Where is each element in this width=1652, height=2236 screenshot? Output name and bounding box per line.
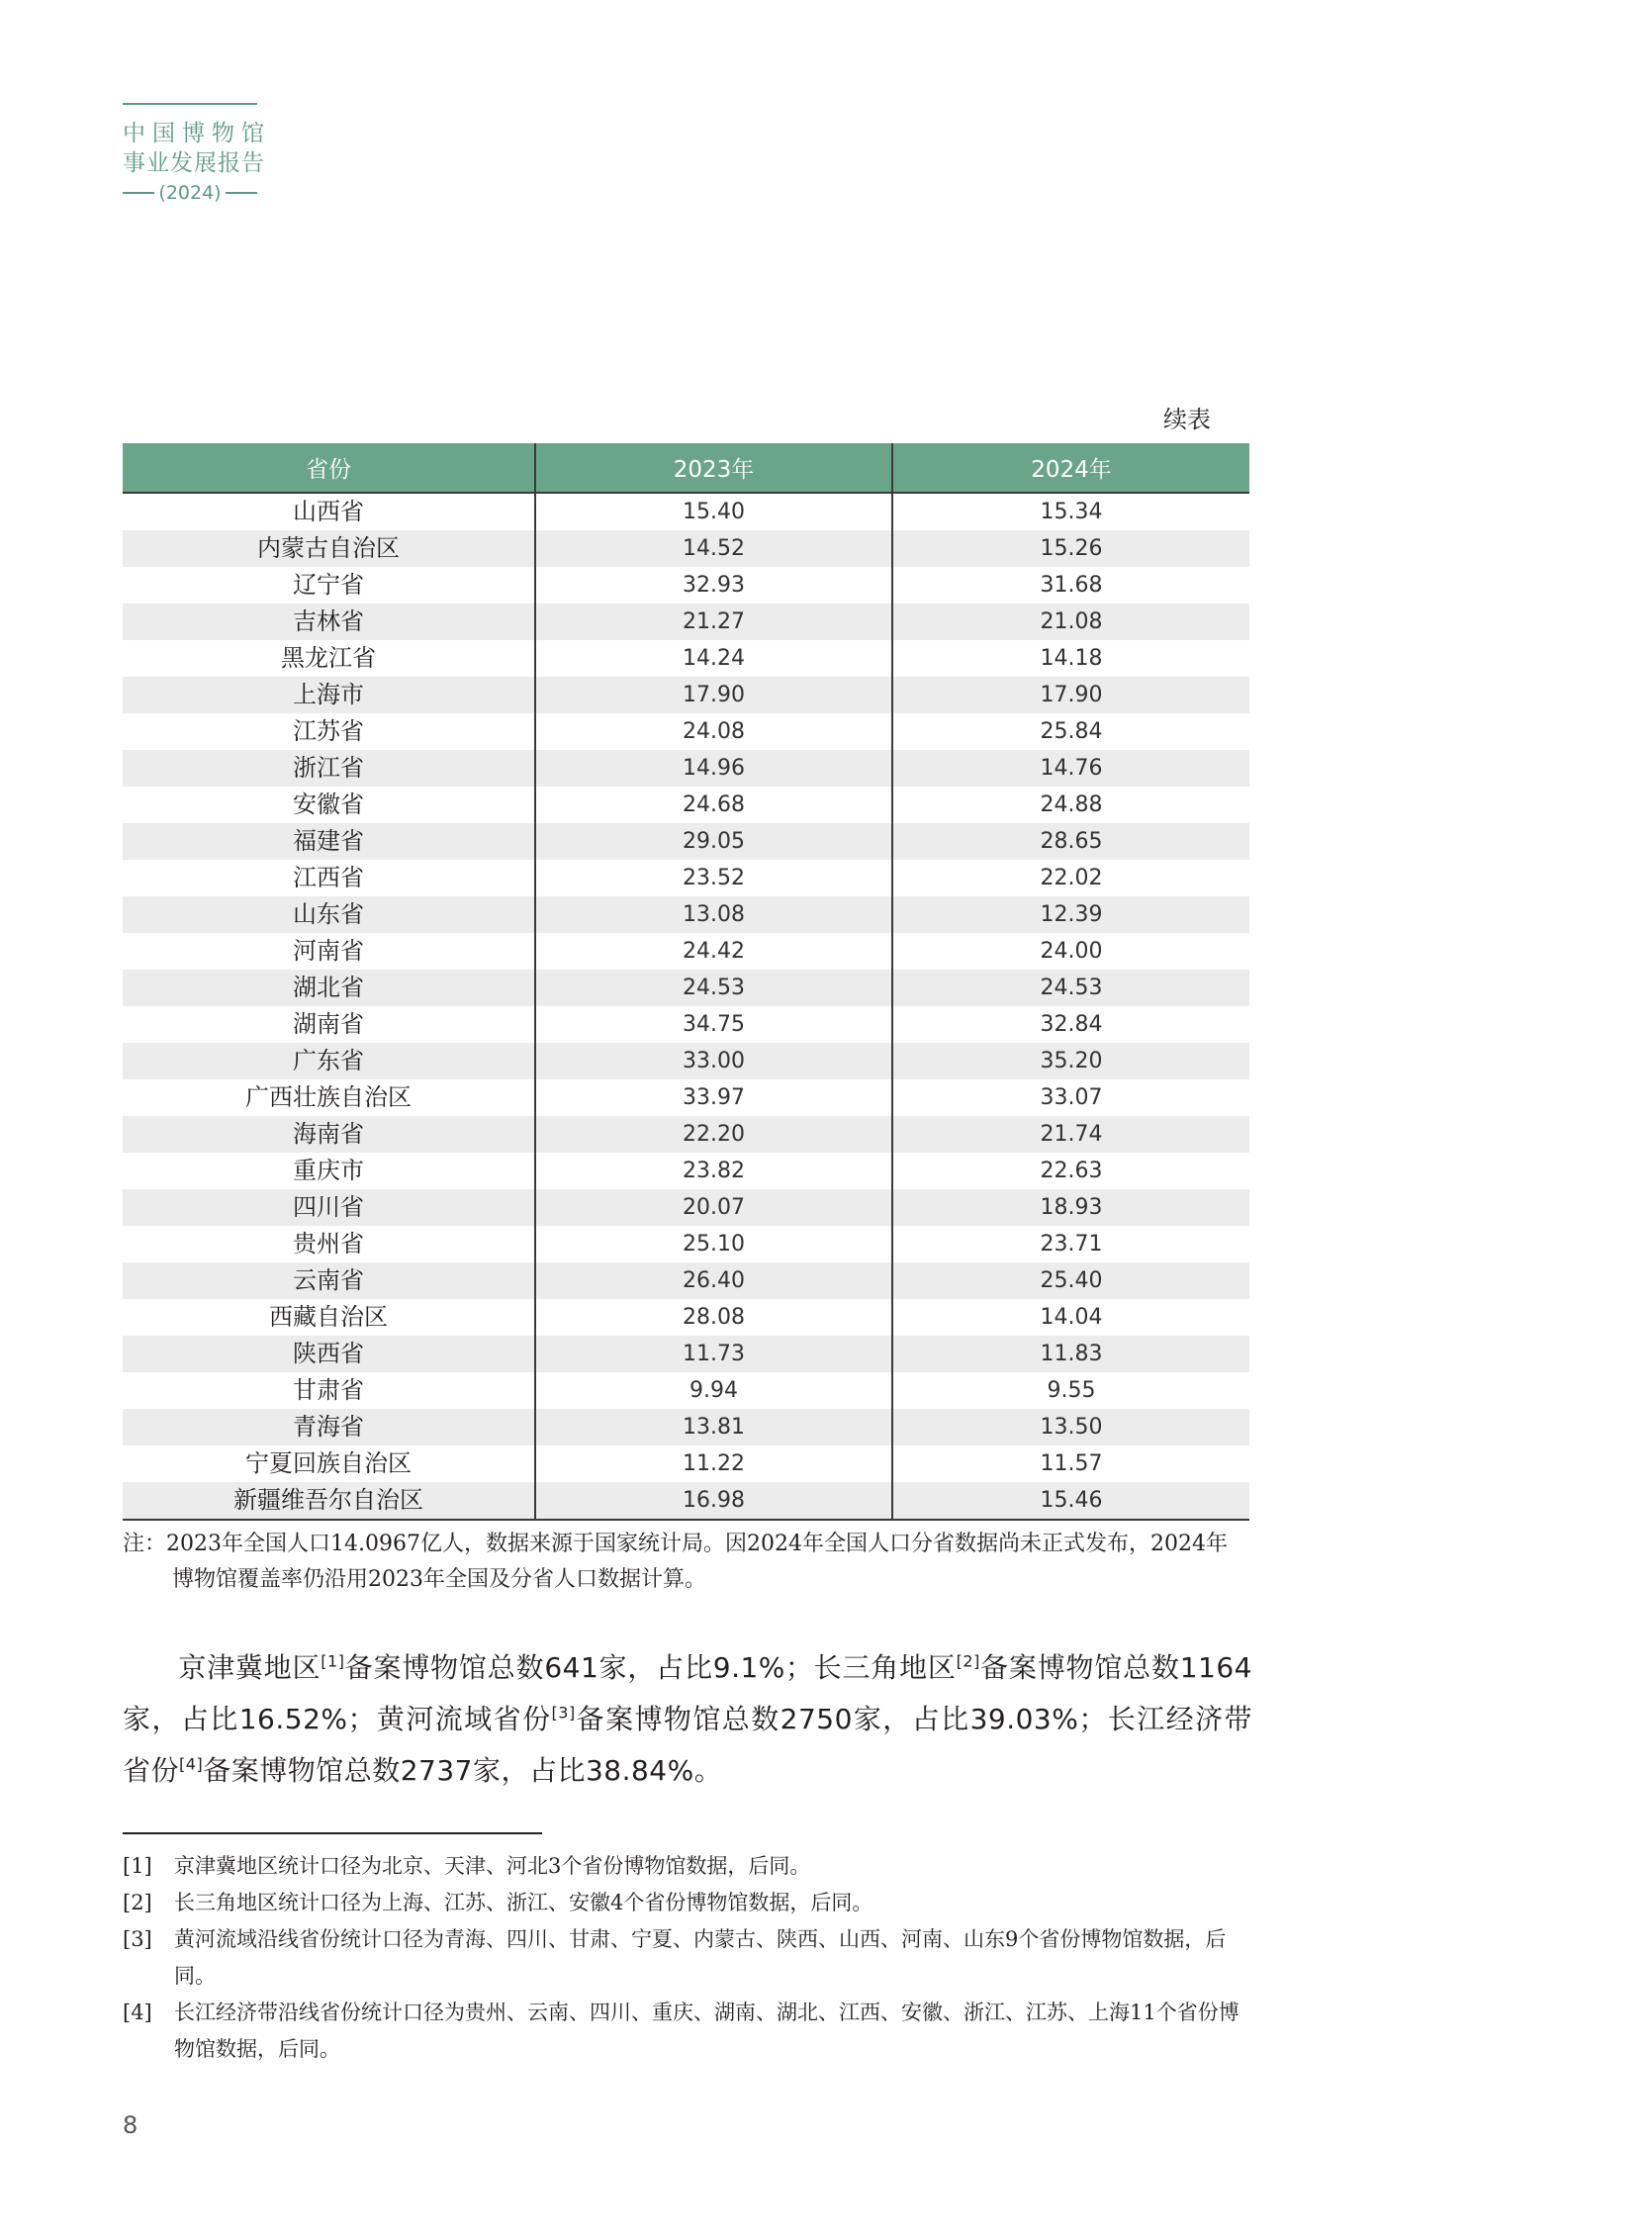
value-2023-cell: 21.27 bbox=[535, 604, 892, 640]
province-cell: 辽宁省 bbox=[293, 571, 364, 599]
value-2023-cell: 33.97 bbox=[535, 1079, 892, 1116]
page-number: 8 bbox=[123, 2111, 138, 2139]
table-row bbox=[123, 640, 1249, 677]
table-row bbox=[123, 750, 1249, 787]
province-cell: 宁夏回族自治区 bbox=[245, 1449, 412, 1477]
footnote-ref-1[interactable]: [1] bbox=[321, 1651, 345, 1671]
footnote-text: 黄河流域沿线省份统计口径为青海、四川、甘肃、宁夏、内蒙古、陕西、山西、河南、山东9个省份博物馆数据，后同。 bbox=[174, 1927, 1227, 1988]
footnote-mark: [4] bbox=[123, 2001, 152, 2024]
value-2023-cell: 34.75 bbox=[535, 1006, 892, 1043]
table-row bbox=[123, 1299, 1249, 1336]
value-2024-cell: 22.63 bbox=[892, 1153, 1249, 1189]
province-cell: 重庆市 bbox=[293, 1157, 364, 1184]
province-cell: 广东省 bbox=[123, 1043, 535, 1079]
value-2024-cell: 24.00 bbox=[892, 933, 1249, 970]
table-row bbox=[123, 970, 1249, 1006]
value-2024-cell: 14.18 bbox=[892, 640, 1249, 677]
value-2023-cell: 11.22 bbox=[535, 1445, 892, 1482]
footnote-mark: [2] bbox=[123, 1891, 152, 1914]
footnote-divider bbox=[123, 1832, 542, 1834]
table-row bbox=[123, 604, 1249, 640]
body-paragraph bbox=[123, 1642, 1252, 1797]
table-row bbox=[123, 1153, 1249, 1189]
value-2024-cell: 23.71 bbox=[892, 1226, 1249, 1262]
table-row bbox=[123, 1336, 1249, 1372]
header-province: 省份 bbox=[123, 443, 535, 493]
year-label: (2024) bbox=[158, 182, 222, 204]
table-row bbox=[123, 1226, 1249, 1262]
value-2024-cell: 18.93 bbox=[892, 1189, 1249, 1226]
value-2024-cell: 17.90 bbox=[892, 677, 1249, 713]
value-2024-cell: 33.07 bbox=[892, 1079, 1249, 1116]
province-cell: 福建省 bbox=[123, 823, 535, 860]
value-2024-cell: 15.34 bbox=[892, 493, 1249, 530]
value-2024-cell: 14.04 bbox=[892, 1299, 1249, 1336]
value-2024-cell: 12.39 bbox=[892, 896, 1249, 933]
province-cell: 海南省 bbox=[123, 1116, 535, 1153]
value-2023-cell: 13.08 bbox=[535, 896, 892, 933]
value-2023-cell: 9.94 bbox=[535, 1372, 892, 1409]
value-2024-cell: 21.74 bbox=[892, 1116, 1249, 1153]
value-2023-cell: 14.96 bbox=[535, 750, 892, 787]
value-2023-cell: 24.53 bbox=[535, 970, 892, 1006]
table-continued-label: 续表 bbox=[1163, 406, 1211, 433]
footnote-text: 长江经济带沿线省份统计口径为贵州、云南、四川、重庆、湖南、湖北、江西、安徽、浙江、江苏、上海11个省份博物馆数据，后同。 bbox=[174, 2001, 1239, 2061]
running-head-subtitle: 事业发展报告 bbox=[123, 150, 265, 176]
footnote-ref-2[interactable]: [2] bbox=[956, 1651, 980, 1671]
value-2023-cell: 23.82 bbox=[535, 1153, 892, 1189]
value-2023-cell: 11.73 bbox=[535, 1336, 892, 1372]
value-2024-cell: 21.08 bbox=[892, 604, 1249, 640]
year-dash-left bbox=[123, 192, 154, 194]
table-row bbox=[123, 896, 1249, 933]
value-2023-cell: 15.40 bbox=[535, 493, 892, 530]
value-2023-cell: 17.90 bbox=[535, 677, 892, 713]
footnote-ref-4[interactable]: [4] bbox=[179, 1754, 204, 1774]
footnote-4 bbox=[123, 1995, 1252, 2068]
province-cell: 青海省 bbox=[123, 1409, 535, 1445]
footnote-text: 长三角地区统计口径为上海、江苏、浙江、安徽4个省份博物馆数据，后同。 bbox=[174, 1891, 873, 1914]
footnote-3 bbox=[123, 1921, 1252, 1995]
value-2023-cell: 14.24 bbox=[535, 640, 892, 677]
footnote-mark: [3] bbox=[123, 1927, 152, 1951]
province-cell: 广西壮族自治区 bbox=[245, 1083, 412, 1111]
note-line-2: 博物馆覆盖率仍沿用2023年全国及分省人口数据计算。 bbox=[172, 1567, 706, 1592]
value-2024-cell: 11.57 bbox=[892, 1445, 1249, 1482]
province-cell: 西藏自治区 bbox=[269, 1303, 388, 1331]
header-2023: 2023年 bbox=[535, 443, 892, 493]
value-2023-cell: 28.08 bbox=[535, 1299, 892, 1336]
running-head-year bbox=[123, 180, 257, 206]
province-cell: 内蒙古自治区 bbox=[123, 530, 535, 567]
province-cell: 吉林省 bbox=[123, 604, 535, 640]
province-cell: 江西省 bbox=[293, 864, 364, 891]
running-head-rule bbox=[123, 103, 257, 105]
value-2023-cell: 23.52 bbox=[535, 860, 892, 896]
table-note bbox=[123, 1527, 1250, 1598]
table-row bbox=[123, 1409, 1249, 1445]
table-row bbox=[123, 1262, 1249, 1299]
table-row bbox=[123, 713, 1249, 750]
value-2024-cell: 14.76 bbox=[892, 750, 1249, 787]
footnote-mark: [1] bbox=[123, 1854, 152, 1878]
table-row bbox=[123, 1372, 1249, 1409]
museum-coverage-table bbox=[123, 443, 1249, 1521]
value-2024-cell: 15.26 bbox=[892, 530, 1249, 567]
para-segment-3: 备案博物馆总数1164家，占比16.52%；黄河流域省份 bbox=[123, 1651, 1252, 1735]
value-2023-cell: 16.98 bbox=[535, 1482, 892, 1520]
province-cell: 安徽省 bbox=[293, 791, 364, 818]
table-row bbox=[123, 823, 1249, 860]
value-2023-cell: 24.68 bbox=[535, 787, 892, 823]
province-cell: 上海市 bbox=[123, 677, 535, 713]
table-body bbox=[123, 493, 1249, 1520]
year-dash-right bbox=[226, 192, 257, 194]
value-2024-cell: 35.20 bbox=[892, 1043, 1249, 1079]
value-2024-cell: 31.68 bbox=[892, 567, 1249, 604]
province-cell: 湖南省 bbox=[293, 1010, 364, 1038]
province-cell: 江苏省 bbox=[293, 717, 364, 745]
province-cell: 河南省 bbox=[293, 937, 364, 965]
value-2024-cell: 15.46 bbox=[892, 1482, 1249, 1520]
province-cell: 四川省 bbox=[123, 1189, 535, 1226]
table-row bbox=[123, 1079, 1249, 1116]
value-2023-cell: 22.20 bbox=[535, 1116, 892, 1153]
value-2024-cell: 25.84 bbox=[892, 713, 1249, 750]
header-2024: 2024年 bbox=[892, 443, 1249, 493]
value-2023-cell: 26.40 bbox=[535, 1262, 892, 1299]
table-row bbox=[123, 787, 1249, 823]
province-cell: 甘肃省 bbox=[293, 1376, 364, 1404]
value-2024-cell: 9.55 bbox=[892, 1372, 1249, 1409]
table-row bbox=[123, 567, 1249, 604]
province-cell: 陕西省 bbox=[123, 1336, 535, 1372]
table-row bbox=[123, 1445, 1249, 1482]
para-segment-5: 备案博物馆总数2737家，占比38.84%。 bbox=[203, 1754, 723, 1787]
province-cell: 贵州省 bbox=[293, 1230, 364, 1258]
province-cell: 浙江省 bbox=[123, 750, 535, 787]
table-row bbox=[123, 1116, 1249, 1153]
value-2024-cell: 32.84 bbox=[892, 1006, 1249, 1043]
table-row bbox=[123, 1189, 1249, 1226]
value-2023-cell: 32.93 bbox=[535, 567, 892, 604]
table-row bbox=[123, 1482, 1249, 1520]
value-2023-cell: 25.10 bbox=[535, 1226, 892, 1262]
table-row bbox=[123, 530, 1249, 567]
value-2023-cell: 29.05 bbox=[535, 823, 892, 860]
table-header-row bbox=[123, 443, 1249, 493]
value-2024-cell: 11.83 bbox=[892, 1336, 1249, 1372]
province-cell: 云南省 bbox=[123, 1262, 535, 1299]
value-2024-cell: 25.40 bbox=[892, 1262, 1249, 1299]
footnote-text: 京津冀地区统计口径为北京、天津、河北3个省份博物馆数据，后同。 bbox=[174, 1854, 811, 1878]
value-2024-cell: 13.50 bbox=[892, 1409, 1249, 1445]
para-segment-1: 京津冀地区 bbox=[178, 1651, 321, 1684]
value-2023-cell: 13.81 bbox=[535, 1409, 892, 1445]
table-row bbox=[123, 677, 1249, 713]
value-2023-cell: 33.00 bbox=[535, 1043, 892, 1079]
province-cell: 山东省 bbox=[123, 896, 535, 933]
province-cell: 湖北省 bbox=[123, 970, 535, 1006]
value-2024-cell: 24.53 bbox=[892, 970, 1249, 1006]
value-2023-cell: 24.42 bbox=[535, 933, 892, 970]
footnotes bbox=[123, 1848, 1252, 2068]
value-2023-cell: 14.52 bbox=[535, 530, 892, 567]
para-segment-4: 备案博物馆总数2750家，占比39.03%；长江经济带省份 bbox=[123, 1703, 1253, 1787]
table-row bbox=[123, 493, 1249, 530]
note-line-1: 注：2023年全国人口14.0967亿人，数据来源于国家统计局。因2024年全国人口分省数据尚未正式发布，2024年 bbox=[123, 1532, 1228, 1556]
footnote-2 bbox=[123, 1885, 1252, 1921]
footnote-1 bbox=[123, 1848, 1252, 1885]
table-row bbox=[123, 1043, 1249, 1079]
province-cell: 山西省 bbox=[293, 498, 364, 525]
table-row bbox=[123, 1006, 1249, 1043]
value-2023-cell: 20.07 bbox=[535, 1189, 892, 1226]
value-2023-cell: 24.08 bbox=[535, 713, 892, 750]
value-2024-cell: 22.02 bbox=[892, 860, 1249, 896]
para-segment-2: 备案博物馆总数641家，占比9.1%；长三角地区 bbox=[344, 1651, 957, 1684]
value-2024-cell: 24.88 bbox=[892, 787, 1249, 823]
footnote-ref-3[interactable]: [3] bbox=[551, 1703, 576, 1723]
running-head-title: 中国博物馆 bbox=[123, 121, 271, 146]
province-cell: 黑龙江省 bbox=[281, 644, 376, 672]
value-2024-cell: 28.65 bbox=[892, 823, 1249, 860]
table-row bbox=[123, 933, 1249, 970]
running-head bbox=[123, 103, 271, 206]
table-row bbox=[123, 860, 1249, 896]
province-cell: 新疆维吾尔自治区 bbox=[123, 1482, 535, 1520]
